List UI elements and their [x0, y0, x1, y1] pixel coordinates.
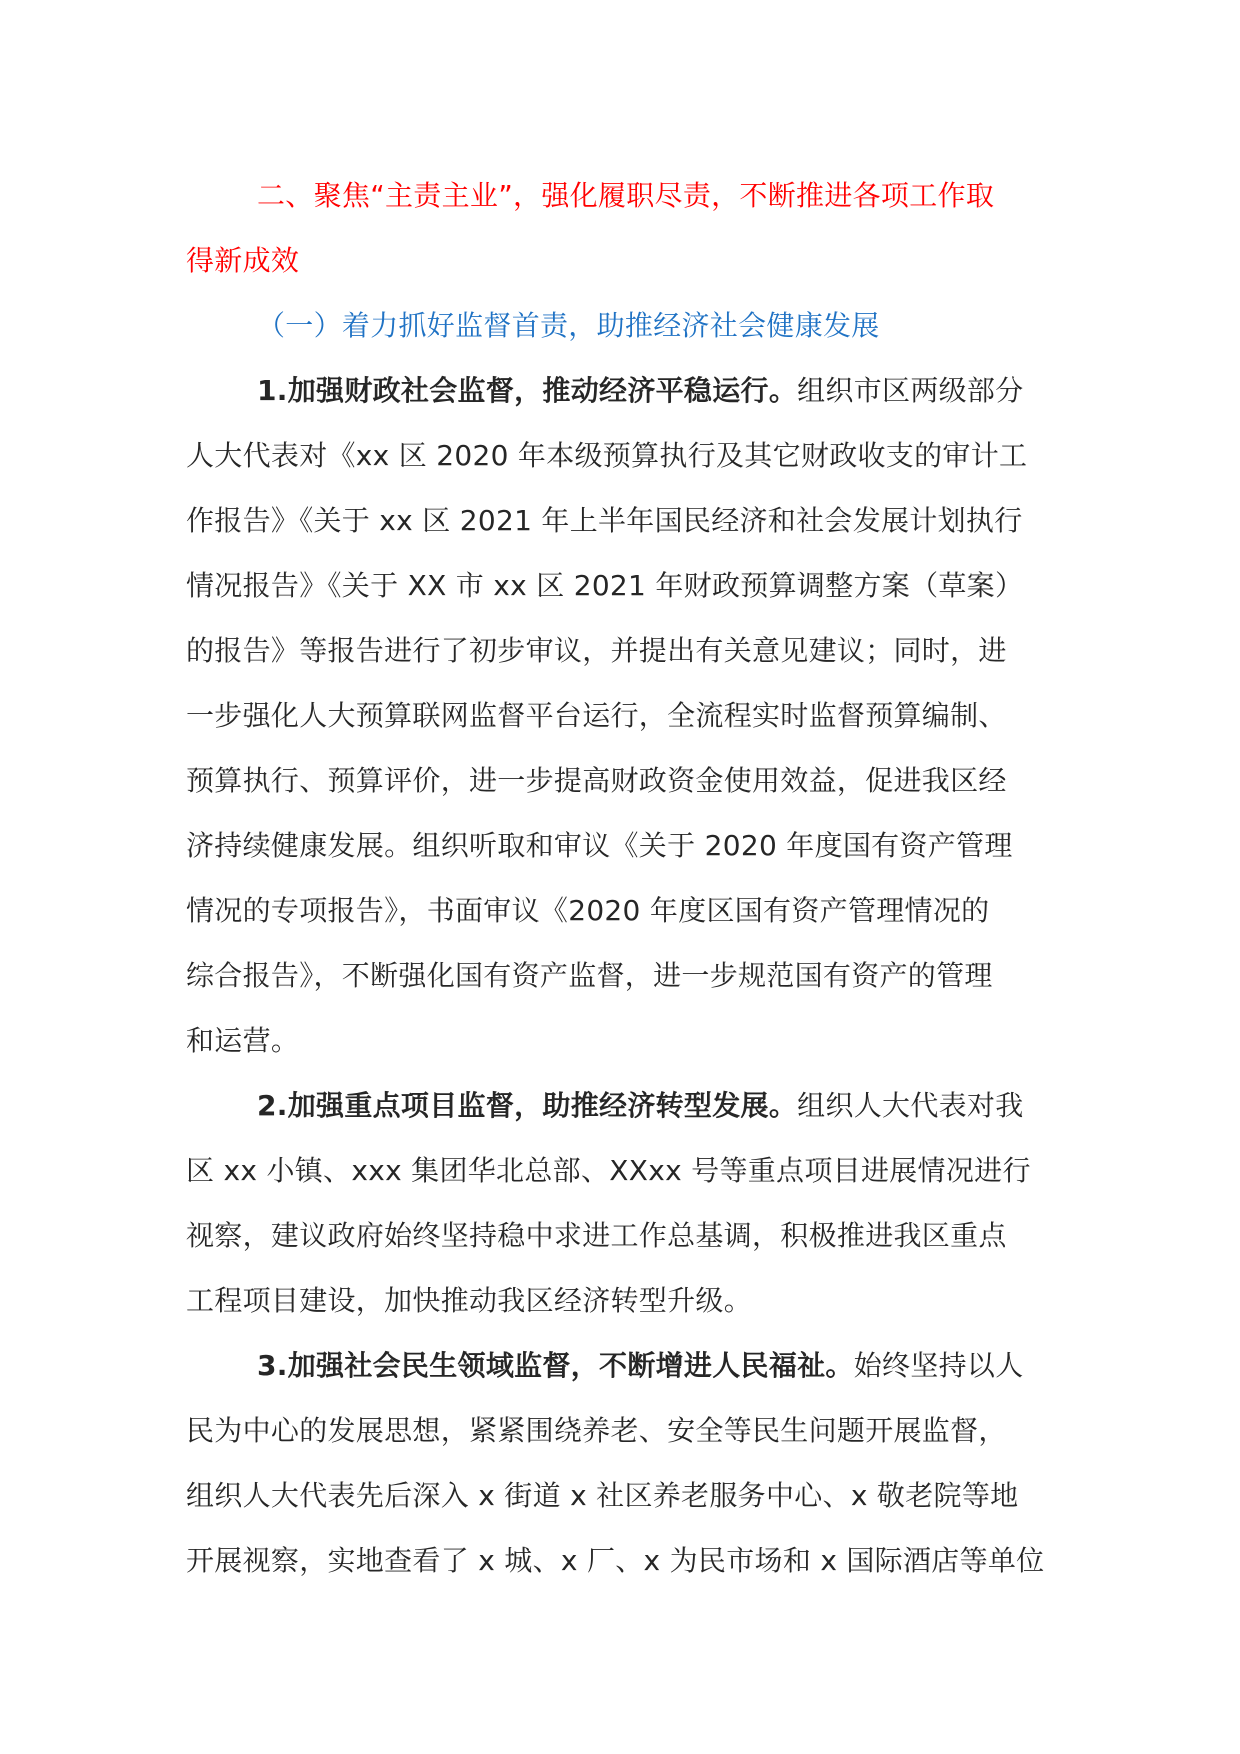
paragraph-line: 的报告》等报告进行了初步审议，并提出有关意见建议；同时，进	[186, 634, 1007, 667]
paragraph-title: 2.加强重点项目监督，助推经济转型发展。	[257, 1089, 798, 1122]
paragraph-line: 济持续健康发展。组织听取和审议《关于 2020 年度国有资产管理	[186, 829, 1013, 862]
section-heading-line-1: 二、聚焦“主责主业”，强化履职尽责，不断推进各项工作取	[257, 179, 995, 212]
paragraph-line: 和运营。	[186, 1024, 300, 1057]
paragraph-1	[186, 358, 1056, 1073]
paragraph-line: 人大代表对《xx 区 2020 年本级预算执行及其它财政收支的审计工	[186, 439, 1028, 472]
paragraph-line: 组织人大代表先后深入 x 街道 x 社区养老服务中心、x 敬老院等地	[186, 1479, 1019, 1512]
paragraph-line: 工程项目建设，加快推动我区经济转型升级。	[186, 1284, 753, 1317]
document-body	[186, 163, 1056, 1593]
paragraph-line: 情况的专项报告》，书面审议《2020 年度区国有资产管理情况的	[186, 894, 990, 927]
paragraph-line: 作报告》《关于 xx 区 2021 年上半年国民经济和社会发展计划执行	[186, 504, 1023, 537]
paragraph-first-line	[186, 358, 1056, 423]
paragraph-text: 始终坚持以人	[853, 1349, 1024, 1382]
paragraph-line: 一步强化人大预算联网监督平台运行，全流程实时监督预算编制、	[186, 699, 1007, 732]
paragraph-line: 民为中心的发展思想，紧紧围绕养老、安全等民生问题开展监督，	[186, 1414, 1007, 1447]
paragraph-line: 视察，建议政府始终坚持稳中求进工作总基调，积极推进我区重点	[186, 1219, 1007, 1252]
paragraph-title: 1.加强财政社会监督，推动经济平稳运行。	[257, 374, 798, 407]
paragraph-text: 组织市区两级部分	[797, 374, 1024, 407]
paragraph-line: 预算执行、预算评价，进一步提高财政资金使用效益，促进我区经	[186, 764, 1007, 797]
paragraph-line: 综合报告》，不断强化国有资产监督，进一步规范国有资产的管理	[186, 959, 993, 992]
paragraph-line: 区 xx 小镇、xxx 集团华北总部、XXxx 号等重点项目进展情况进行	[186, 1154, 1031, 1187]
paragraph-line: 开展视察，实地查看了 x 城、x 厂、x 为民市场和 x 国际酒店等单位	[186, 1544, 1045, 1577]
paragraph-line: 情况报告》《关于 XX 市 xx 区 2021 年财政预算调整方案（草案）	[186, 569, 1024, 602]
paragraph-title: 3.加强社会民生领域监督，不断增进人民福祉。	[257, 1349, 854, 1382]
paragraph-text: 组织人大代表对我	[797, 1089, 1024, 1122]
section-heading-line-2: 得新成效	[186, 244, 300, 277]
paragraph-2	[186, 1073, 1056, 1333]
paragraph-first-line	[186, 1333, 1056, 1398]
paragraph-first-line	[186, 1073, 1056, 1138]
subsection-heading: （一）着力抓好监督首责，助推经济社会健康发展	[257, 309, 880, 342]
paragraph-3	[186, 1333, 1056, 1593]
